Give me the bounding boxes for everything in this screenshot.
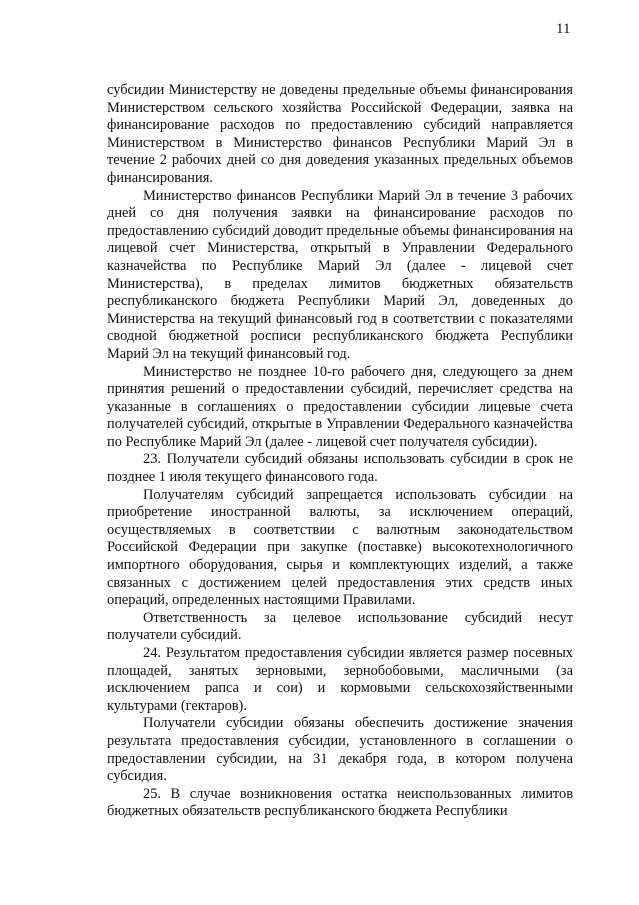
paragraph-currency-prohibition: Получателям субсидий запрещается использовать субсидии на приобретение иностранной валюты, за исключением операций, осуществляемых в соответствии с валютным законодательством Российской Федерации при закупке (поставке) высокотехнологичного импортного оборудования, сырья и комплектующих изделий, а также связанных с достижением целей предоставления этих средств иных операций, определенных настоящими Правилами. bbox=[107, 486, 573, 609]
paragraph-clause-25: 25. В случае возникновения остатка неиспользованных лимитов бюджетных обязательств республиканского бюджета Республики bbox=[107, 785, 573, 820]
page-number: 11 bbox=[556, 21, 571, 37]
paragraph-finance-ministry: Министерство финансов Республики Марий Эл в течение 3 рабочих дней со дня получения заявки на финансирование расходов по предоставлению субсидий доводит предельные объемы финансирования на лицевой счет Министерства, открытый в Управлении Федерального казначейства по Республике Марий Эл (далее - лицевой счет Министерства), в пределах лимитов бюджетных обязательств республиканского бюджета Республики Марий Эл, доведенных до Министерства на текущий финансовый год в соответствии с показателями сводной бюджетной росписи республиканского бюджета Республики Марий Эл на текущий финансовый год. bbox=[107, 187, 573, 362]
paragraph-result-obligation: Получатели субсидии обязаны обеспечить достижение значения результата предоставления субсидии, установленного в соглашении о предоставлении субсидии, на 31 декабря года, в котором получена субсидия. bbox=[107, 715, 573, 785]
paragraph-clause-23: 23. Получатели субсидий обязаны использовать субсидии в срок не позднее 1 июля текущего финансового года. bbox=[107, 451, 573, 486]
document-body bbox=[107, 82, 573, 821]
paragraph-clause-24: 24. Результатом предоставления субсидии является размер посевных площадей, занятых зерновыми, зернобобовыми, масличными (за исключением рапса и сои) и кормовыми сельскохозяйственными культурами (гектаров). bbox=[107, 645, 573, 714]
paragraph-transfer-deadline: Министерство не позднее 10-го рабочего дня, следующего за днем принятия решений о предоставлении субсидий, перечисляет средства на указанные в соглашениях о предоставлении субсидии лицевые счета получателей субсидий, открытые в Управлении Федерального казначейства по Республике Марий Эл (далее - лицевой счет получателя субсидии). bbox=[107, 363, 573, 450]
paragraph-funding-request: субсидии Министерству не доведены предельные объемы финансирования Министерством сельского хозяйства Российской Федерации, заявка на финансирование расходов по предоставлению субсидий направляется Министерством в Министерство финансов Республики Марий Эл в течение 2 рабочих дней со дня доведения указанных предельных объемов финансирования. bbox=[107, 82, 573, 186]
paragraph-responsibility: Ответственность за целевое использование субсидий несут получатели субсидий. bbox=[107, 609, 573, 644]
